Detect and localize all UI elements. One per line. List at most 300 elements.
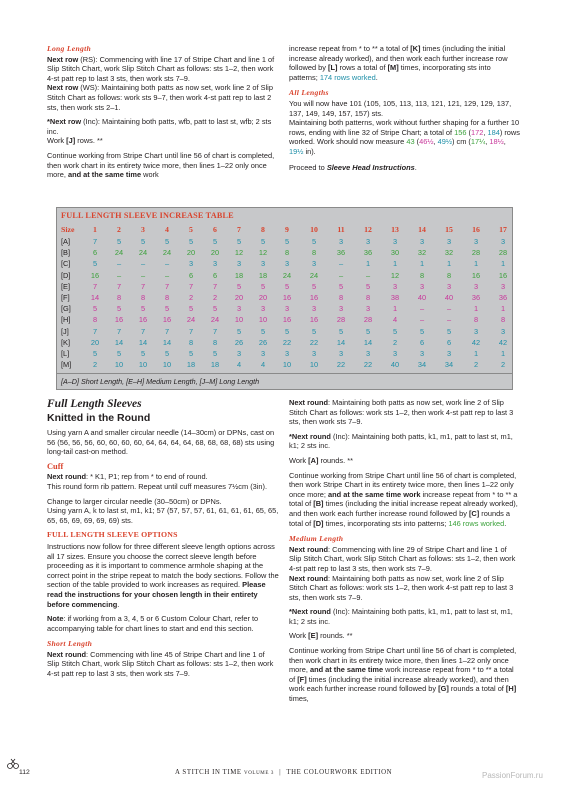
table-cell: 5 [284, 281, 290, 291]
table-cell: 40 [417, 293, 427, 302]
table-cell: 3 [419, 281, 425, 291]
table-cell: 2 [188, 293, 194, 302]
table-cell: 24 [309, 270, 319, 280]
var: [B] [313, 499, 324, 509]
table-cell: 10 [138, 360, 148, 370]
table-cell: 7 [92, 281, 98, 291]
table-cell: 22 [363, 360, 373, 370]
size-cell: 3 [141, 225, 145, 234]
table-cell: 24 [162, 248, 172, 258]
watermark: PassionForum.ru [482, 771, 543, 780]
table-divider [57, 373, 512, 374]
text: : * K1, P1; rep from * to end of round. [86, 472, 208, 482]
table-cell: 7 [164, 281, 170, 291]
table-cell: 26 [258, 337, 268, 347]
table-cell: 8 [164, 293, 170, 302]
table-cell: 3 [500, 326, 506, 336]
label: Next round [289, 544, 329, 554]
value-teal: 49½ [437, 137, 452, 147]
table-cell: 14 [138, 337, 148, 347]
table-cell: 22 [336, 360, 346, 370]
var: [A] [308, 455, 319, 465]
var: [C] [468, 508, 480, 518]
text: Work [289, 455, 309, 465]
table-cell: 18 [210, 360, 220, 370]
table-cell: 3 [446, 281, 452, 291]
label: Next round [289, 398, 329, 407]
text: times, incorporating sts into patterns; [289, 63, 491, 82]
table-cell: 24 [210, 315, 220, 325]
table-cell: 16 [309, 293, 319, 302]
text: work increase repeat from * to ** a total of [289, 665, 514, 684]
table-cell: 42 [471, 337, 481, 347]
var: [J] [66, 136, 76, 146]
text: Proceed to [289, 162, 327, 172]
table-cell: 7 [188, 281, 194, 291]
value-pink: 172 [471, 127, 484, 137]
text: rows a total of [337, 63, 388, 73]
table-cell: 16 [498, 270, 508, 280]
text: (RS): Commencing with line 17 of Stripe Chart and line 1 of Slip Stitch Chart, work Slip Stitch Chart as follows: sts 1–2, then work 4-st patt rep to last 3 sts, then work sts 7–9. [47, 54, 275, 83]
table-cell: 5 [311, 326, 317, 336]
row-label: [L] [61, 349, 70, 358]
table-cell: 3 [284, 259, 290, 269]
size-cell: 7 [237, 225, 241, 234]
col1-bottom [47, 428, 279, 684]
paragraph [47, 55, 276, 84]
table-cell: 18 [234, 270, 244, 280]
table-cell: 5 [188, 237, 194, 246]
table-cell: 20 [186, 248, 196, 258]
table-cell: 8 [311, 248, 317, 258]
paragraph: Using yarn A, k to last st, m1, k1; 57 (57, 57, 57, 61, 61, 61, 61, 65, 65, 65, 65, 69, 69, 69, 69) sts. [47, 506, 279, 525]
value-teal: 19½ [289, 146, 304, 156]
table-cell: 7 [164, 326, 170, 336]
size-cell: 8 [261, 225, 265, 234]
table-cell: 3 [365, 237, 371, 246]
table-cell: 3 [392, 237, 398, 246]
text: : Maintaining both patts as now set, work line 2 of Slip Stitch Chart as follows: work sts 1–2, then work 4-st patt rep to last 3 sts, then work sts 7–9. [289, 398, 514, 427]
var: [L] [328, 63, 338, 73]
table-title: FULL LENGTH SLEEVE INCREASE TABLE [61, 211, 234, 220]
table-cell: 14 [162, 337, 172, 347]
table-cell: 5 [236, 237, 242, 246]
table-cell: – [419, 304, 425, 314]
table-cell: 1 [473, 259, 479, 269]
table-row [57, 282, 512, 293]
size-cell: 10 [310, 225, 318, 234]
label: Next round [47, 472, 87, 482]
link-sleeve-head: Sleeve Head Instructions [326, 162, 415, 172]
table-cell: 5 [365, 326, 371, 336]
table-cell: 1 [392, 304, 398, 314]
table-cell: – [140, 270, 146, 280]
table-row [57, 349, 512, 360]
table-row [57, 248, 512, 259]
table-cell: 3 [260, 349, 266, 358]
table-cell: 24 [186, 315, 196, 325]
table-cell: 28 [336, 315, 346, 325]
var: [E] [308, 631, 319, 641]
text: Instructions now follow for three different sleeve length options across all 17 sizes. Ensure you choose the correct sleeve length before proceeding as it is important to commence armhole shaping at the correct point in the stripe repeat to match the body sections. Follow the section of the table provided to work increases as required. [47, 541, 279, 590]
table-cell: 5 [140, 237, 146, 246]
size-cell: 17 [499, 225, 507, 234]
table-cell: 40 [444, 293, 454, 302]
table-cell: 18 [186, 360, 196, 370]
table-cell: 12 [234, 248, 244, 258]
text: times (including the initial increase already worked), and then work each further increase round followed by [289, 674, 509, 694]
table-cell: 36 [363, 248, 373, 258]
rows-worked: 146 rows worked [448, 518, 505, 528]
size-cell: 6 [213, 225, 217, 234]
table-cell: – [338, 259, 344, 269]
size-cell: 11 [337, 225, 345, 234]
table-cell: 40 [390, 360, 400, 370]
table-cell: – [140, 259, 146, 269]
table-cell: 3 [236, 349, 242, 358]
table-cell: 5 [116, 304, 122, 314]
table-cell: 16 [90, 270, 100, 280]
value-teal: 184 [487, 127, 500, 137]
table-cell: – [338, 270, 344, 280]
table-cell: 3 [236, 304, 242, 314]
table-cell: 5 [140, 349, 146, 358]
paragraph [47, 542, 279, 609]
table-cell: 2 [392, 337, 398, 347]
table-cell: 16 [282, 293, 292, 302]
row-label: [M] [61, 360, 72, 370]
label: Next round [47, 649, 87, 659]
table-cell: 8 [188, 337, 194, 347]
row-label: [H] [61, 315, 71, 325]
table-row [57, 259, 512, 270]
row-label: [D] [61, 270, 71, 280]
table-cell: 3 [188, 259, 194, 269]
table-cell: 34 [417, 360, 427, 370]
table-cell: 10 [258, 315, 268, 325]
table-row [57, 237, 512, 248]
text: , [485, 137, 490, 147]
label: *Next round [289, 431, 331, 441]
table-cell: 5 [212, 349, 218, 358]
table-footnote: [A–D] Short Length, [E–H] Medium Length, [J–M] Long Length [61, 377, 260, 386]
table-cell: 6 [212, 270, 218, 280]
paragraph [289, 471, 521, 529]
table-cell: 5 [284, 326, 290, 336]
table-cell: 1 [500, 349, 506, 358]
table-cell: 32 [417, 248, 427, 258]
table-cell: 5 [92, 304, 98, 314]
text: Work [289, 631, 309, 641]
paragraph [289, 44, 521, 82]
table-row [57, 304, 512, 315]
paragraph: This round form rib pattern. Repeat until cuff measures 7½cm (3in). [47, 481, 268, 491]
table-cell: 7 [92, 326, 98, 336]
row-label: [K] [61, 337, 71, 347]
table-cell: 8 [212, 337, 218, 347]
var: [H] [505, 684, 517, 694]
table-cell: 24 [114, 248, 124, 258]
options-heading: FULL LENGTH SLEEVE OPTIONS [47, 530, 178, 540]
table-cell: 16 [114, 315, 124, 325]
label: Next row [47, 83, 79, 93]
table-cell: 3 [260, 259, 266, 269]
table-cell: 10 [114, 360, 124, 370]
label: Next round [289, 573, 329, 583]
table-cell: – [446, 315, 452, 325]
table-cell: 36 [336, 248, 346, 258]
size-label: Size [61, 225, 75, 234]
emph: and at the same time work [328, 489, 421, 499]
paragraph [289, 163, 521, 173]
table-cell: 5 [164, 349, 170, 358]
table-cell: 1 [446, 259, 452, 269]
paragraph [289, 545, 521, 574]
book-title: A STITCH IN TIME [175, 769, 242, 776]
value-green: 17¼ [470, 137, 486, 147]
table-cell: 5 [338, 281, 344, 291]
table-cell: 5 [236, 281, 242, 291]
table-cell: 1 [473, 304, 479, 314]
table-cell: 7 [140, 326, 146, 336]
table-cell: 22 [282, 337, 292, 347]
table-cell: 3 [260, 304, 266, 314]
table-cell: 7 [212, 281, 218, 291]
table-cell: 3 [419, 349, 425, 358]
table-cell: 3 [473, 237, 479, 246]
table-cell: 8 [338, 293, 344, 302]
table-cell: 5 [164, 237, 170, 246]
size-cell: 2 [117, 225, 121, 234]
table-cell: 12 [390, 270, 400, 280]
medium-length-heading: Medium Length [289, 534, 344, 544]
text: ( [414, 137, 420, 147]
table-cell: 3 [284, 349, 290, 358]
table-cell: 8 [365, 293, 371, 302]
table-cell: 20 [90, 337, 100, 347]
table-cell: 42 [498, 337, 508, 347]
table-cell: 3 [473, 326, 479, 336]
table-cell: 3 [311, 349, 317, 358]
paragraph [289, 432, 521, 451]
row-label: [B] [61, 248, 71, 258]
table-cell: 5 [260, 237, 266, 246]
text: . [117, 599, 120, 609]
table-row [57, 360, 512, 371]
table-cell: 16 [471, 270, 481, 280]
text: You will now have 101 (105, 105, 113, 113, 121, 121, 129, 129, 137, 137, 149, 149, 157, 157) sts. [289, 98, 512, 118]
text: ) rows worked. Work should now measure [289, 127, 520, 147]
table-cell: 5 [116, 237, 122, 246]
row-label: [J] [61, 326, 69, 336]
table-cell: 5 [140, 304, 146, 314]
text: . [414, 162, 417, 172]
table-cell: 8 [500, 315, 506, 325]
table-cell: 7 [116, 326, 122, 336]
table-cell: 3 [419, 237, 425, 246]
table-cell: 26 [234, 337, 244, 347]
table-cell: 16 [309, 315, 319, 325]
table-row [57, 338, 512, 349]
text: rounds. ** [318, 455, 353, 465]
table-cell: 7 [188, 326, 194, 336]
table-cell: 10 [282, 360, 292, 370]
size-cell: 9 [285, 225, 289, 234]
text: , [503, 137, 506, 147]
table-cell: 30 [390, 248, 400, 258]
paragraph [47, 650, 279, 679]
table-cell: 8 [446, 270, 452, 280]
paragraph [47, 136, 276, 146]
label: *Next row [47, 117, 82, 127]
emph: and at the same time [309, 665, 384, 675]
text: Continue working from Stripe Chart until line 56 of chart is completed, then work chart in its entirety twice more, then lines 1–22 only once more, [289, 646, 517, 675]
row-label: [C] [61, 259, 71, 269]
table-header-row [57, 225, 512, 236]
emph: Please read the instructions for your chosen length in their entirety before commencing [47, 580, 266, 609]
table-cell: 3 [446, 237, 452, 246]
table-cell: 3 [392, 281, 398, 291]
table-cell: – [446, 304, 452, 314]
text: increase repeat from * to ** a total of [289, 44, 411, 53]
paragraph [47, 151, 276, 180]
table-cell: 5 [338, 326, 344, 336]
table-cell: 1 [365, 259, 371, 269]
table-cell: 28 [498, 248, 508, 258]
table-row [57, 293, 512, 304]
row-label: [G] [61, 304, 71, 314]
paragraph [47, 83, 276, 112]
table-cell: 12 [258, 248, 268, 258]
long-length-heading: Long Length [47, 44, 92, 53]
table-cell: 3 [311, 259, 317, 269]
value-green: 43 [406, 137, 415, 147]
size-cell: 14 [418, 225, 426, 234]
var: [K] [410, 44, 421, 53]
size-cell: 4 [165, 225, 169, 234]
table-cell: 4 [392, 315, 398, 325]
table-cell: 5 [92, 259, 98, 269]
col2-bottom [289, 398, 521, 709]
text: , [433, 137, 438, 147]
table-cell: 14 [363, 337, 373, 347]
table-cell: 10 [309, 360, 319, 370]
table-cell: 3 [311, 304, 317, 314]
table-cell: 16 [282, 315, 292, 325]
table-cell: 5 [116, 349, 122, 358]
col1-top [47, 44, 276, 185]
table-cell: 5 [311, 281, 317, 291]
paragraph: Using yarn A and smaller circular needle (14–30cm) or DPNs, cast on 56 (56, 56, 56, 60, 60, 60, 60, 64, 64, 64, 64, 68, 68, 68, 68) sts using long-tail cast-on method. [47, 428, 275, 457]
table-cell: 24 [138, 248, 148, 258]
value-pink: 46½ [419, 137, 434, 147]
text: Maintaining both patterns, work without further shaping for a further 10 rows, ending with line 32 of Stripe Chart; a total of [289, 118, 520, 137]
paragraph: Change to larger circular needle (30–50cm) or DPNs. [47, 496, 222, 506]
paragraph [289, 456, 521, 466]
text: ) cm ( [452, 137, 471, 147]
table-cell: 2 [212, 293, 218, 302]
table-cell: 2 [473, 360, 479, 370]
text: times, [289, 694, 309, 704]
text: increase repeat from * to ** a total of [289, 489, 518, 509]
section-subtitle: Knitted in the Round [47, 412, 151, 424]
text: (Inc): Maintaining both patts, wfb, patt to last st, wfb; 2 sts inc. [47, 117, 272, 136]
table-cell: 5 [392, 326, 398, 336]
table-cell: 5 [236, 326, 242, 336]
table-cell: 2 [92, 360, 98, 370]
table-cell: 3 [365, 349, 371, 358]
table-cell: 7 [92, 237, 98, 246]
paragraph [47, 614, 279, 633]
row-label: [A] [61, 237, 71, 246]
table-cell: 5 [212, 304, 218, 314]
text: times (including the initial increase already worked), and then work each further increase row followed by [289, 44, 508, 73]
page-number: 112 [19, 769, 30, 776]
table-cell: 8 [140, 293, 146, 302]
paragraph [47, 472, 279, 482]
table-cell: 3 [284, 304, 290, 314]
label: *Next round [289, 607, 331, 617]
size-cell: 15 [445, 225, 453, 234]
label: Next row [47, 54, 79, 64]
footer-title [175, 769, 392, 776]
paragraph [289, 99, 521, 118]
var: [F] [297, 674, 307, 684]
text: . [504, 518, 507, 528]
section-title: Full Length Sleeves [47, 398, 142, 410]
text: Work [47, 136, 67, 146]
paragraph [289, 398, 521, 427]
table-cell: 6 [92, 248, 98, 258]
rows-worked: 174 rows worked [319, 72, 376, 82]
table-cell: 1 [500, 259, 506, 269]
paragraph [289, 118, 521, 156]
table-cell: 7 [212, 326, 218, 336]
table-cell: 6 [188, 270, 194, 280]
table-cell: 10 [162, 360, 172, 370]
table-cell: – [116, 259, 122, 269]
size-cell: 5 [189, 225, 193, 234]
var: [G] [438, 684, 449, 694]
table-cell: 1 [419, 259, 425, 269]
table-cell: 5 [212, 237, 218, 246]
value-pink: 18½ [489, 137, 504, 147]
text: (Inc): Maintaining both patts, k1, m1, patt to last st, m1, k1; 2 sts inc. [289, 431, 513, 451]
size-cell: 1 [93, 225, 97, 234]
table-cell: 2 [500, 360, 506, 370]
table-cell: 3 [446, 349, 452, 358]
table-cell: 3 [236, 259, 242, 269]
short-length-heading: Short Length [47, 639, 93, 649]
text: : Commencing with line 29 of Stripe Chart and line 1 of Slip Stitch Chart, work Slip Stitch Chart as follows: sts 1–2, then work 4-st patt rep to last 3 sts, then work sts 7–9. [289, 544, 516, 573]
table-cell: 8 [284, 248, 290, 258]
table-cell: 3 [338, 304, 344, 314]
table-cell: 8 [473, 315, 479, 325]
separator: | [279, 769, 282, 776]
text: rounds a total of [448, 684, 506, 694]
text: (Inc): Maintaining both patts, k1, m1, patt to last st, m1, k1; 2 sts inc. [289, 607, 513, 626]
table-cell: 3 [365, 304, 371, 314]
text: rounds. ** [318, 631, 353, 641]
text: : Commencing with line 45 of Stripe Chart and line 1 of Slip Stitch Chart, work Slip Stitch Chart as follows: sts 1–2, then work 4-st patt rep to last 3 sts, then work sts 7–9. [47, 649, 274, 679]
value-green: 156 [454, 127, 467, 137]
size-cell: 13 [391, 225, 399, 234]
increase-table [56, 207, 513, 390]
table-cell: 8 [419, 270, 425, 280]
emph: and at the same time [67, 170, 142, 180]
table-cell: 32 [444, 248, 454, 258]
size-cell: 12 [364, 225, 372, 234]
